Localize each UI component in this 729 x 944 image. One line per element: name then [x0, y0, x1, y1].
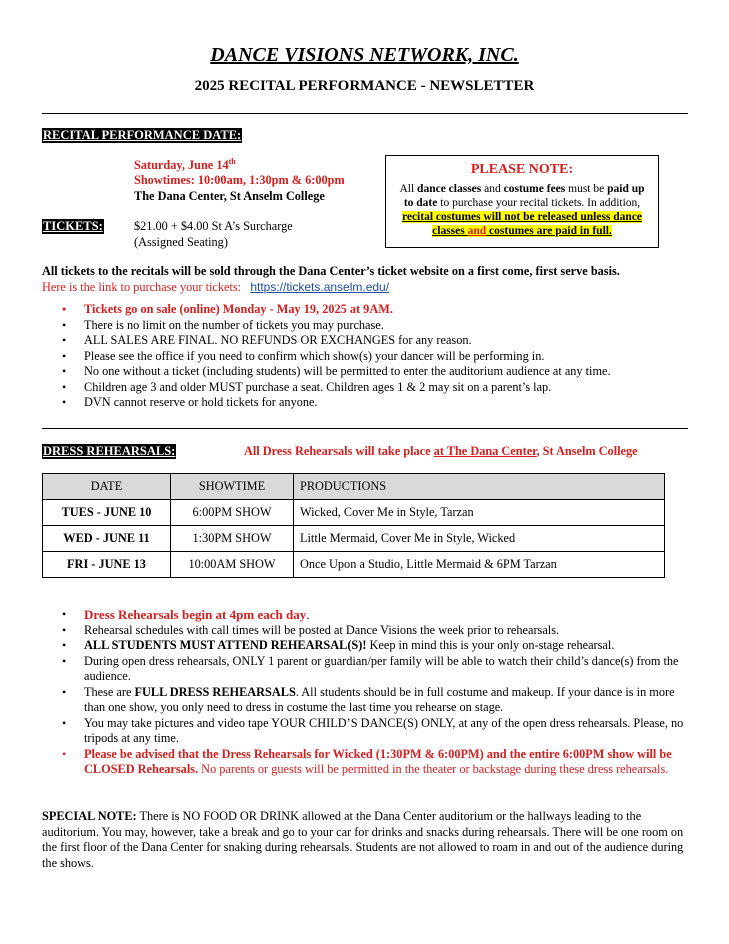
- table-cell-date: FRI - JUNE 13: [43, 552, 171, 578]
- table-cell-productions: Once Upon a Studio, Little Mermaid & 6PM Tarzan: [294, 552, 665, 578]
- list-item: • Dress Rehearsals begin at 4pm each day.: [42, 607, 692, 623]
- list-item: • Children age 3 and older MUST purchase a seat. Children ages 1 & 2 may sit on a parent’s lap.: [42, 380, 692, 396]
- list-item: • You may take pictures and video tape YOUR CHILD’S DANCE(S) ONLY, at any of the open dress rehearsals. Please, no tripods at any time.: [42, 716, 692, 747]
- please-note-box: [385, 155, 659, 248]
- list-item: • Tickets go on sale (online) Monday - May 19, 2025 at 9AM.: [42, 302, 692, 318]
- table-row: [43, 500, 665, 526]
- list-item: • During open dress rehearsals, ONLY 1 parent or guardian/per family will be able to watch their child’s dance(s) from the audience.: [42, 654, 692, 685]
- page-title: DANCE VISIONS NETWORK, INC.: [210, 44, 519, 66]
- column-header-date: DATE: [43, 474, 171, 500]
- special-note: SPECIAL NOTE: There is NO FOOD OR DRINK allowed at the Dana Center auditorium or the hallways leading to the auditorium. You may, however, take a break and go to your car for drinks and snacks during rehearsals. There will be one room on the first floor of the Dana Center for snaking during rehearsals. Students are not allowed to roam in and out of the audience during the shows.: [42, 809, 684, 870]
- recital-date-label: RECITAL PERFORMANCE DATE:: [43, 128, 242, 142]
- please-note-title: PLEASE NOTE:: [470, 162, 574, 177]
- table-cell-productions: Wicked, Cover Me in Style, Tarzan: [294, 500, 665, 526]
- divider: [42, 113, 688, 114]
- table-cell-showtime: 1:30PM SHOW: [171, 526, 294, 552]
- list-item: • Rehearsal schedules with call times will be posted at Dance Visions the week prior to rehearsals.: [42, 623, 692, 639]
- list-item: • ALL STUDENTS MUST ATTEND REHEARSAL(S)! Keep in mind this is your only on-stage rehearsal.: [42, 638, 692, 654]
- list-item: • Please be advised that the Dress Rehearsals for Wicked (1:30PM & 6:00PM) and the entire 6:00PM show will be CLOSED Rehearsals. No parents or guests will be permitted in the theater or backstage during these dress rehearsals.: [42, 747, 692, 778]
- table-row: [43, 552, 665, 578]
- tickets-label: TICKETS:: [43, 219, 103, 233]
- list-item: • DVN cannot reserve or hold tickets for anyone.: [42, 395, 692, 411]
- column-header-productions: PRODUCTIONS: [294, 474, 665, 500]
- list-item: • These are FULL DRESS REHEARSALS. All students should be in full costume and makeup. If your dance is in more than one show, you only need to dress in costume the last time you rehearse on stage.: [42, 685, 692, 716]
- list-item: • No one without a ticket (including students) will be permitted to enter the auditorium audience at any time.: [42, 364, 692, 380]
- tickets-link-line: Here is the link to purchase your tickets: https://tickets.anselm.edu/: [42, 280, 390, 294]
- tickets-sold-through: All tickets to the recitals will be sold through the Dana Center’s ticket website on a first come, first serve basis.: [42, 264, 620, 278]
- rehearsal-bullets: [42, 607, 692, 778]
- table-cell-date: TUES - JUNE 10: [43, 500, 171, 526]
- ticket-price: $21.00 + $4.00 St A’s Surcharge: [134, 219, 293, 233]
- table-header-row: [43, 474, 665, 500]
- ticket-bullets: [42, 302, 692, 411]
- rehearsal-table: [42, 473, 665, 578]
- table-cell-showtime: 10:00AM SHOW: [171, 552, 294, 578]
- column-header-showtime: SHOWTIME: [171, 474, 294, 500]
- please-note-text: All dance classes and costume fees must be paid up to date to purchase your recital tickets. In addition, recital costumes will not be released unless dance classes and costumes are paid in full.: [399, 183, 645, 237]
- ticket-seating: (Assigned Seating): [134, 235, 228, 249]
- table-cell-date: WED - JUNE 11: [43, 526, 171, 552]
- list-item: • There is no limit on the number of tickets you may purchase.: [42, 318, 692, 334]
- table-cell-showtime: 6:00PM SHOW: [171, 500, 294, 526]
- table-row: [43, 526, 665, 552]
- dress-rehearsals-label: DRESS REHEARSALS:: [43, 444, 176, 458]
- recital-showtimes: Showtimes: 10:00am, 1:30pm & 6:00pm: [134, 173, 345, 187]
- table-cell-productions: Little Mermaid, Cover Me in Style, Wicked: [294, 526, 665, 552]
- rehearsal-location: All Dress Rehearsals will take place at The Dana Center, St Anselm College: [244, 444, 638, 458]
- list-item: • ALL SALES ARE FINAL. NO REFUNDS OR EXCHANGES for any reason.: [42, 333, 692, 349]
- recital-venue: The Dana Center, St Anselm College: [134, 189, 325, 203]
- list-item: • Please see the office if you need to confirm which show(s) your dancer will be performing in.: [42, 349, 692, 365]
- recital-date: Saturday, June 14th: [134, 157, 236, 173]
- ticket-website-link[interactable]: https://tickets.anselm.edu/: [250, 280, 390, 294]
- page-subtitle: 2025 RECITAL PERFORMANCE - NEWSLETTER: [194, 78, 535, 94]
- divider: [42, 428, 688, 429]
